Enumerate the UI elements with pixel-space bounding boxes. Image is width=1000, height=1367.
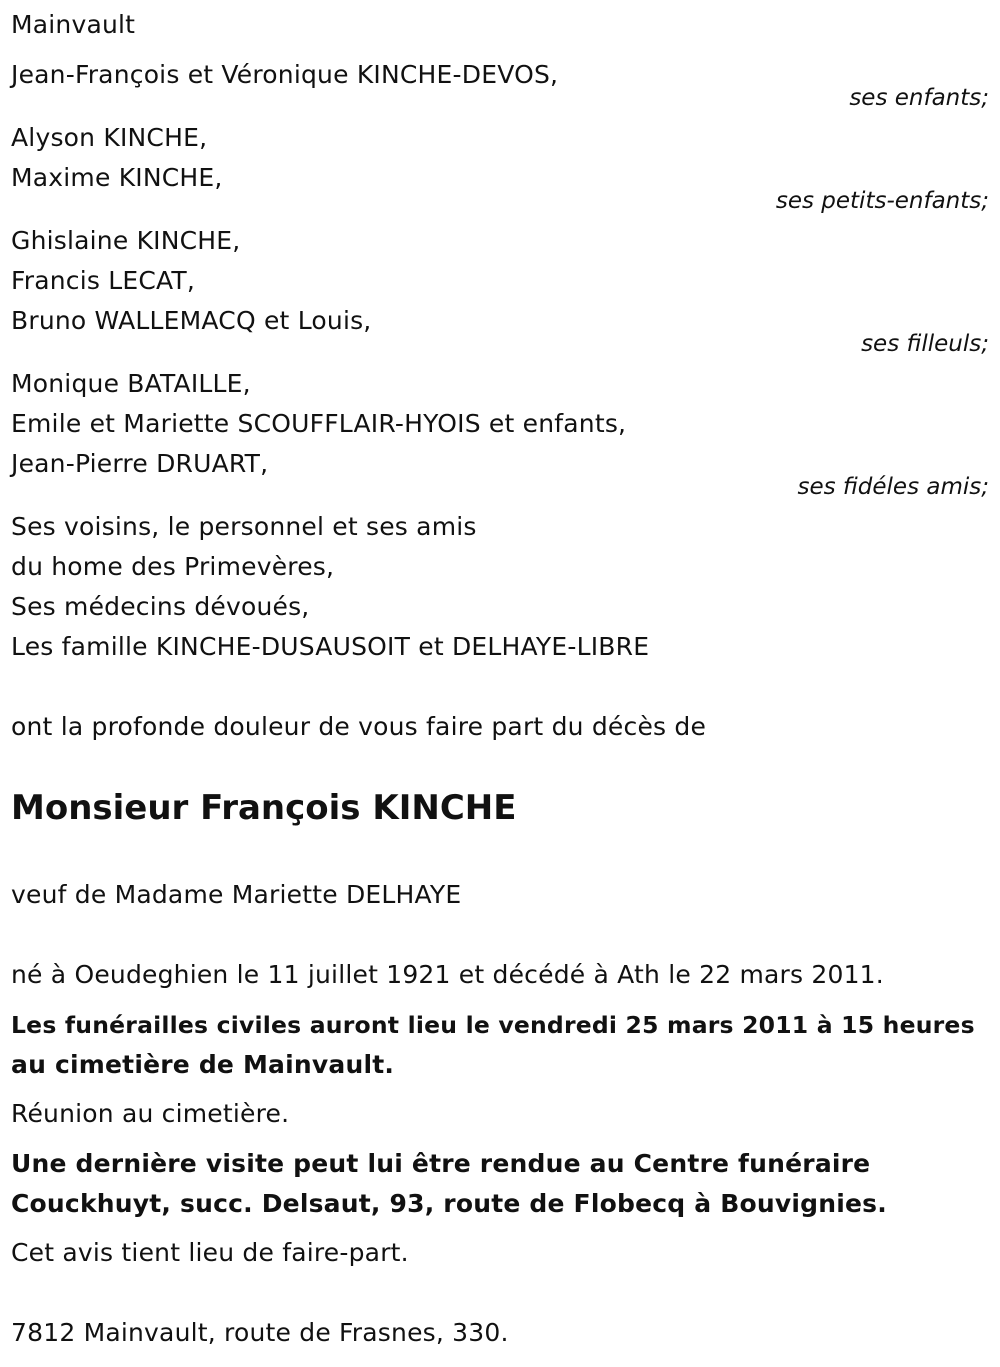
grandchild-name: Alyson KINCHE, — [11, 123, 208, 152]
others-line: Les famille KINCHE-DUSAUSOIT et DELHAYE-LIBRE — [11, 632, 650, 661]
notice-line: Cet avis tient lieu de faire-part. — [11, 1238, 409, 1267]
friends-role: ses fidéles amis; — [797, 474, 989, 500]
godchild-name: Ghislaine KINCHE, — [11, 226, 241, 255]
friend-name: Emile et Mariette SCOUFFLAIR-HYOIS et enfants, — [11, 409, 627, 438]
grandchildren-role: ses petits-enfants; — [775, 188, 989, 214]
children-role: ses enfants; — [849, 85, 989, 111]
godchild-name: Bruno WALLEMACQ et Louis, — [11, 306, 372, 335]
spouse-line: veuf de Madame Mariette DELHAYE — [11, 880, 462, 909]
gathering-line: Réunion au cimetière. — [11, 1099, 290, 1128]
godchild-name: Francis LECAT, — [11, 266, 196, 295]
others-line: du home des Primevères, — [11, 552, 335, 581]
address-line: 7812 Mainvault, route de Frasnes, 330. — [11, 1318, 509, 1347]
others-line: Ses voisins, le personnel et ses amis — [11, 512, 477, 541]
deceased-name: Monsieur François KINCHE — [11, 788, 517, 828]
children-names: Jean-François et Véronique KINCHE-DEVOS, — [11, 60, 559, 89]
visit-line: Couckhuyt, succ. Delsaut, 93, route de Flobecq à Bouvignies. — [11, 1189, 887, 1218]
others-line: Ses médecins dévoués, — [11, 592, 310, 621]
visit-line: Une dernière visite peut lui être rendue au Centre funéraire — [11, 1149, 871, 1178]
location-header: Mainvault — [11, 10, 136, 39]
friend-name: Monique BATAILLE, — [11, 369, 251, 398]
funeral-line: au cimetière de Mainvault. — [11, 1050, 395, 1079]
godchildren-role: ses filleuls; — [861, 331, 989, 357]
birth-death-dates: né à Oeudeghien le 11 juillet 1921 et décédé à Ath le 22 mars 2011. — [11, 960, 884, 989]
friend-name: Jean-Pierre DRUART, — [11, 449, 269, 478]
grandchild-name: Maxime KINCHE, — [11, 163, 223, 192]
announcement: ont la profonde douleur de vous faire part du décès de — [11, 712, 707, 741]
funeral-line: Les funérailles civiles auront lieu le vendredi 25 mars 2011 à 15 heures — [11, 1011, 975, 1039]
